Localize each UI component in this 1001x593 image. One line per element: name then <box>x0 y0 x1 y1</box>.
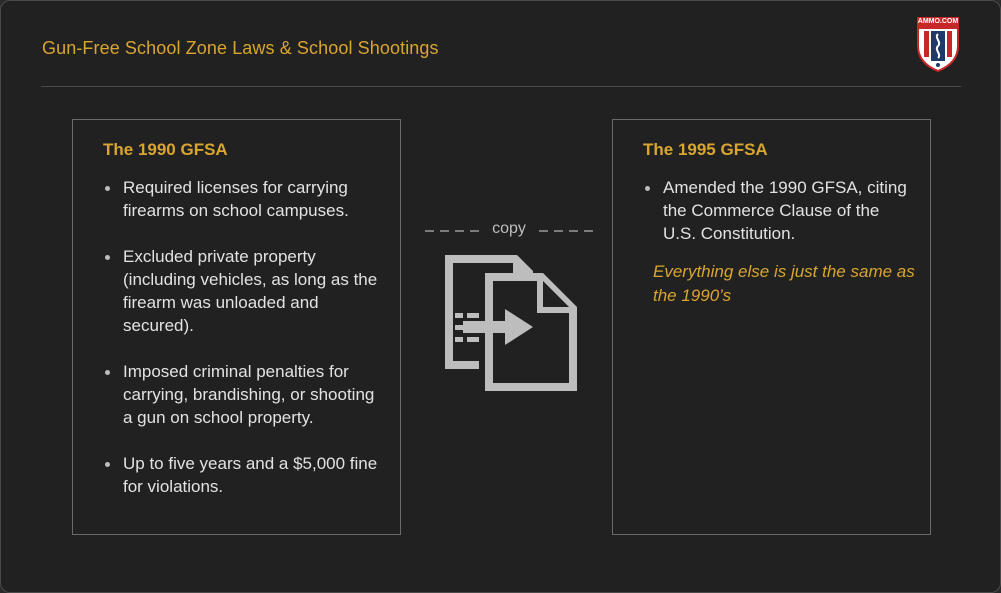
panel-1990-gfsa <box>72 119 401 535</box>
panel-1995-gfsa <box>612 119 931 535</box>
list-item: Up to five years and a $5,000 fine for violations. <box>103 452 382 498</box>
list-item: Excluded private property (including vehicles, as long as the firearm was unloaded and secured). <box>103 245 382 337</box>
list-item: Imposed criminal penalties for carrying, brandishing, or shooting a gun on school property. <box>103 360 382 429</box>
copy-label: copy <box>492 220 526 237</box>
header-divider <box>41 86 961 87</box>
panel-heading: The 1990 GFSA <box>103 140 228 159</box>
list-item: Amended the 1990 GFSA, citing the Commerce Clause of the U.S. Constitution. <box>643 176 912 245</box>
copy-document-icon <box>439 251 579 393</box>
bullet-list <box>103 176 382 521</box>
bullet-list <box>643 176 912 268</box>
list-item: Required licenses for carrying firearms on school campuses. <box>103 176 382 222</box>
ammo-logo-text: AMMO.COM <box>917 18 959 25</box>
italic-note: Everything else is just the same as the 1990’s <box>653 262 915 305</box>
page-title: Gun-Free School Zone Laws & School Shootings <box>42 38 439 58</box>
panel-heading: The 1995 GFSA <box>643 140 768 159</box>
dash-right <box>539 230 593 232</box>
